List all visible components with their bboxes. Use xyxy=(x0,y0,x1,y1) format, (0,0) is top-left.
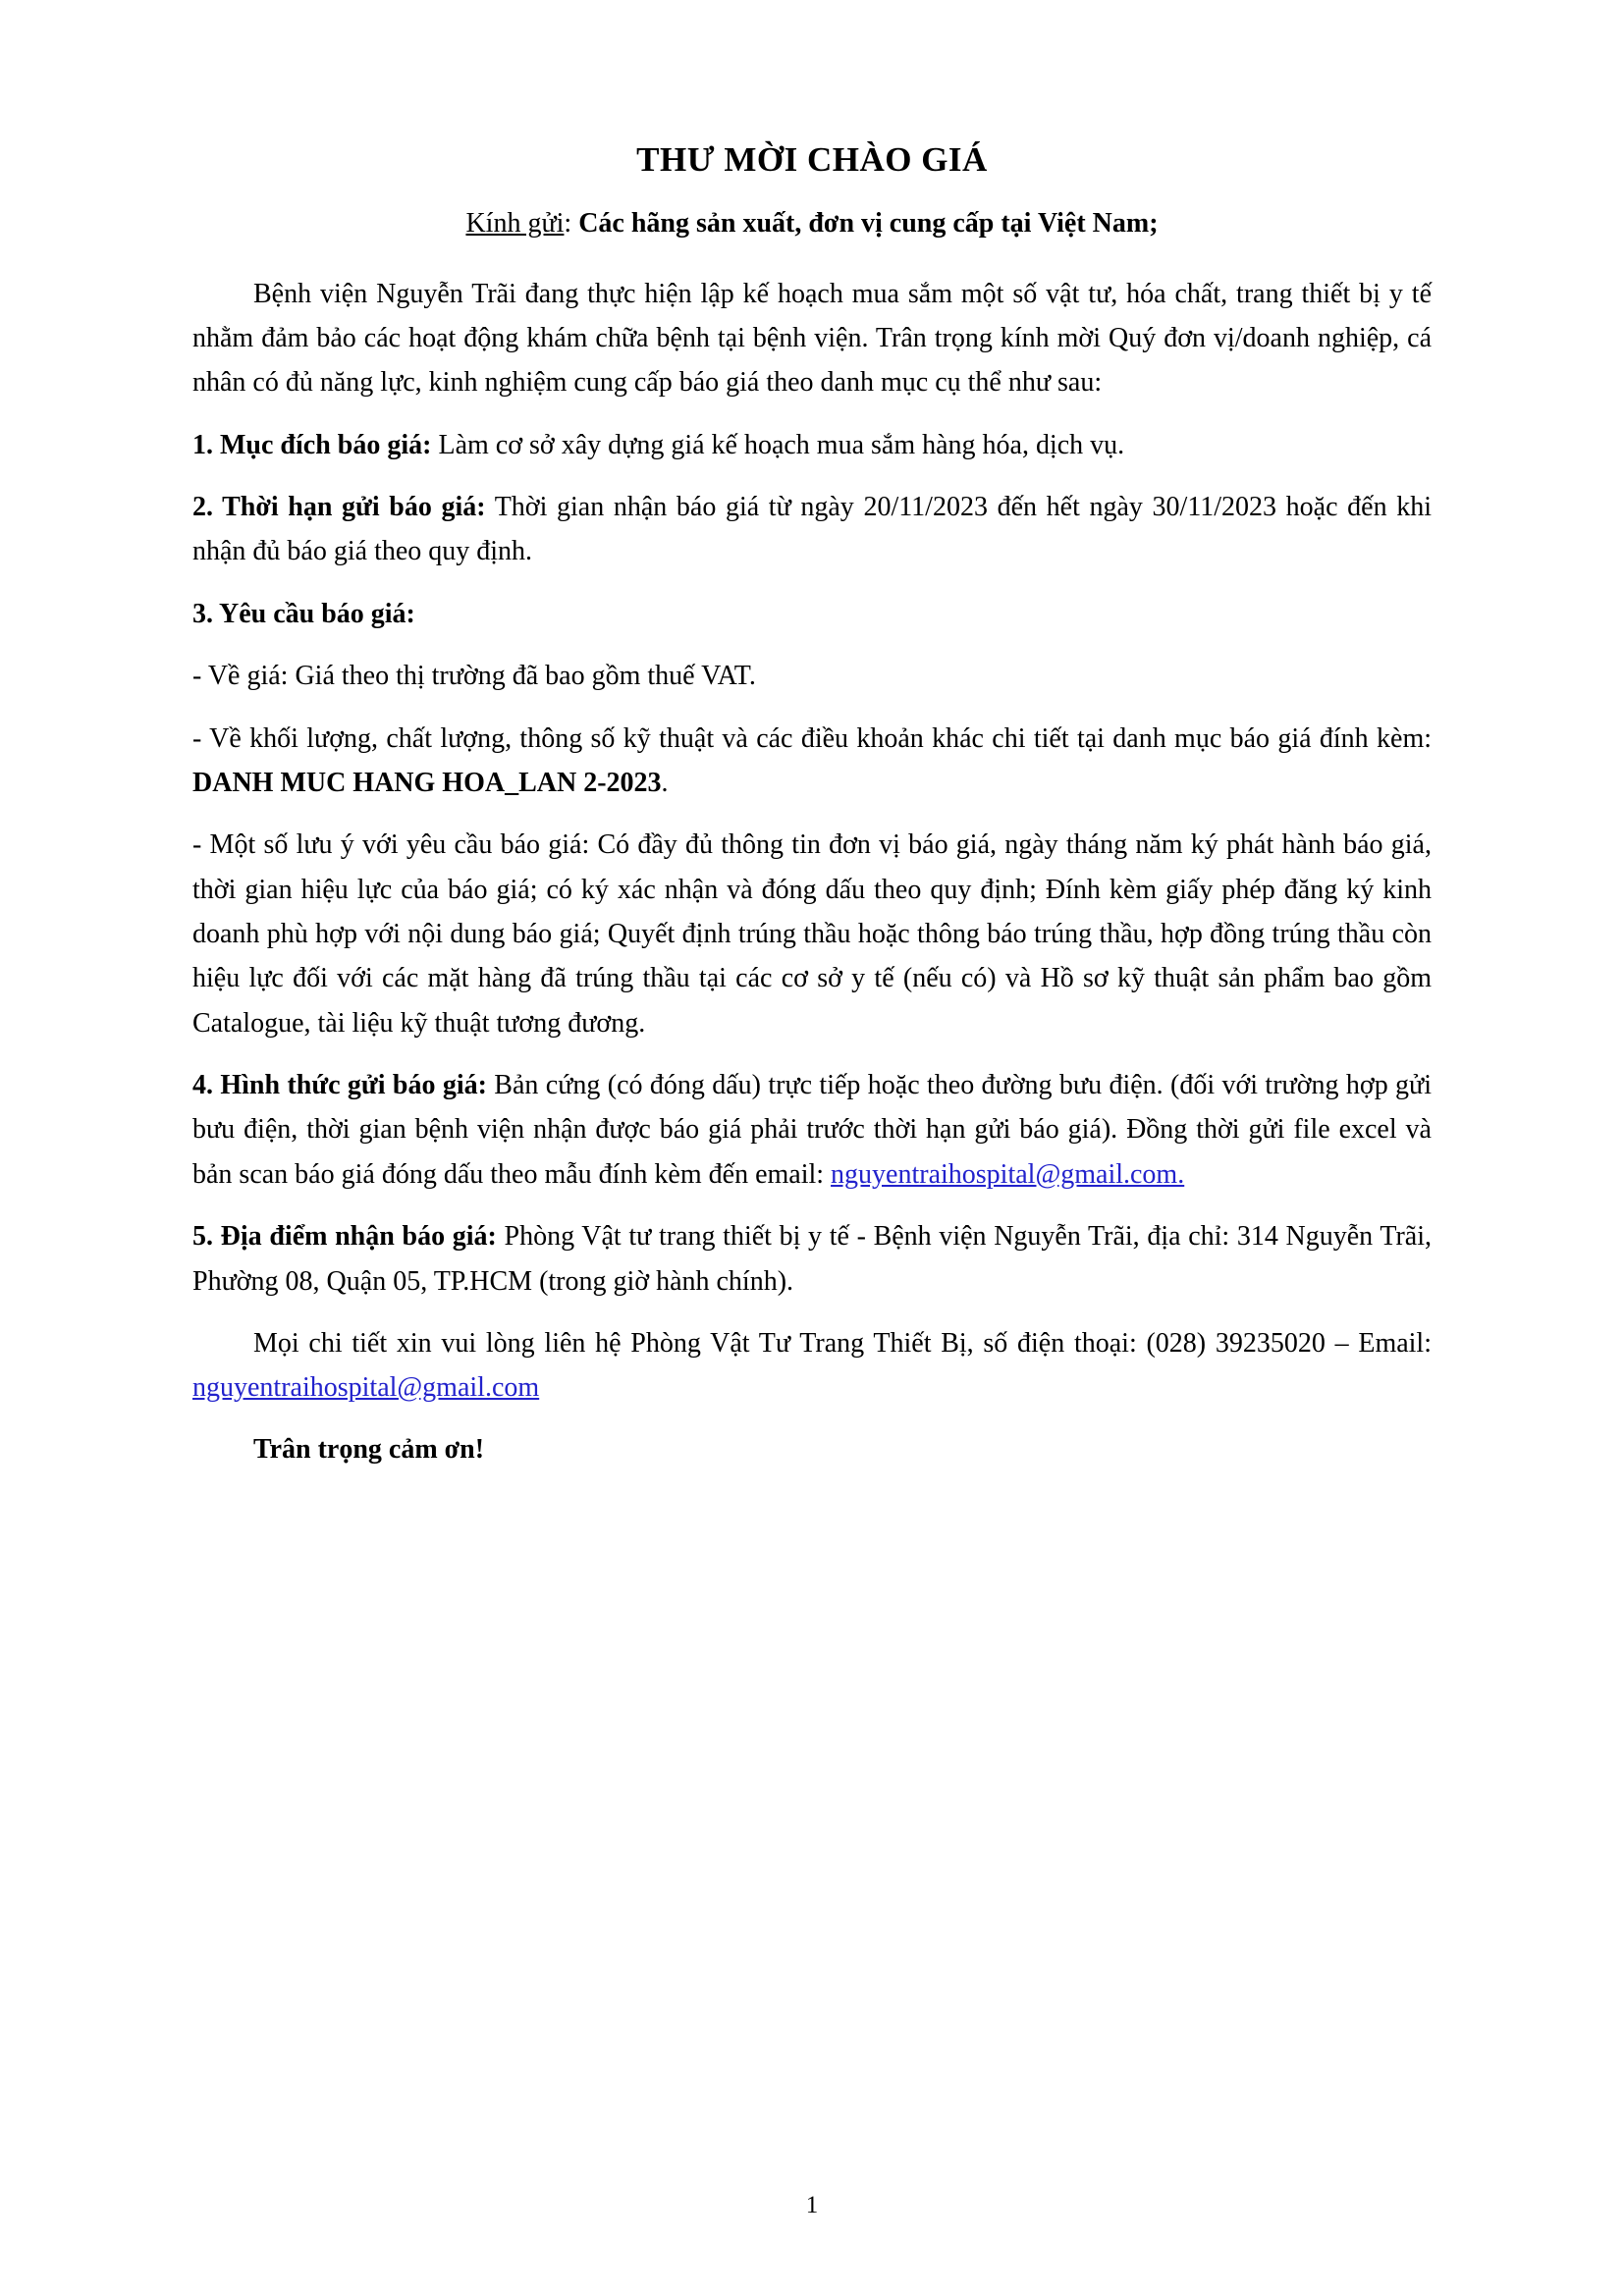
section-3 xyxy=(192,592,1432,636)
bullet-volume-prefix: - Về khối lượng, chất lượng, thông số kỹ thuật và các điều khoản khác chi tiết tại danh mục báo giá đính kèm: xyxy=(192,722,1432,754)
recipient-separator: : xyxy=(564,207,579,239)
section-5-heading: Địa điểm nhận báo giá: xyxy=(220,1221,497,1253)
section-5 xyxy=(192,1214,1432,1304)
section-4-text: Bản cứng (có đóng dấu) trực tiếp hoặc theo đường bưu điện. (đối với trường hợp gửi bưu điện, thời gian bệnh viện nhận được báo giá phải trước thời hạn gửi báo giá). Đồng thời gửi file excel và bản scan báo giá đóng dấu theo mẫu đính kèm đến email: xyxy=(192,1070,1433,1190)
bullet-notes: - Một số lưu ý với yêu cầu báo giá: Có đầy đủ thông tin đơn vị báo giá, ngày tháng năm ký phát hành báo giá, thời gian hiệu lực của báo giá; có ký xác nhận và đóng dấu theo quy định; Đính kèm giấy phép đăng ký kinh doanh phù hợp với nội dung báo giá; Quyết định trúng thầu hoặc thông báo trúng thầu, hợp đồng trúng thầu còn hiệu lực đối với các mặt hàng đã trúng thầu tại các cơ sở y tế (nếu có) và Hồ sơ kỹ thuật sản phẩm bao gồm Catalogue, tài liệu kỹ thuật tương đương. xyxy=(192,829,1432,1039)
section-5-text: Phòng Vật tư trang thiết bị y tế - Bệnh viện Nguyễn Trãi, địa chỉ: 314 Nguyễn Trãi, Phường 08, Quận 05, TP.HCM (trong giờ hành chính). xyxy=(192,1221,1432,1297)
recipient-line xyxy=(192,204,1432,242)
section-2-number: 2. xyxy=(192,492,223,523)
recipient-value: Các hãng sản xuất, đơn vị cung cấp tại Việt Nam; xyxy=(578,207,1159,239)
closing-text: Trân trọng cảm ơn! xyxy=(253,1433,485,1465)
section-1 xyxy=(192,423,1432,467)
section-1-heading: Mục đích báo giá: xyxy=(220,429,432,460)
section-1-text: Làm cơ sở xây dựng giá kế hoạch mua sắm hàng hóa, dịch vụ. xyxy=(431,429,1125,460)
section-2-text: Thời gian nhận báo giá từ ngày 20/11/2023 đến hết ngày 30/11/2023 hoặc đến khi nhận đủ báo giá theo quy định. xyxy=(192,492,1433,567)
bullet-volume xyxy=(192,717,1432,806)
section-4 xyxy=(192,1063,1432,1197)
bullet-volume-suffix: . xyxy=(661,767,669,798)
email-link-section4[interactable]: nguyentraihospital@gmail.com. xyxy=(831,1158,1185,1190)
section-4-number: 4. xyxy=(192,1070,221,1101)
email-link-contact[interactable]: nguyentraihospital@gmail.com xyxy=(192,1372,540,1404)
section-2-heading: Thời hạn gửi báo giá: xyxy=(222,492,486,523)
section-5-number: 5. xyxy=(192,1221,221,1253)
attachment-name: DANH MUC HANG HOA_LAN 2-2023 xyxy=(192,767,662,798)
recipient-label: Kính gửi xyxy=(465,207,565,239)
section-3-heading: Yêu cầu báo giá: xyxy=(218,598,415,629)
intro-paragraph: Bệnh viện Nguyễn Trãi đang thực hiện lập kế hoạch mua sắm một số vật tư, hóa chất, trang thiết bị y tế nhằm đảm bảo các hoạt động khám chữa bệnh tại bệnh viện. Trân trọng kính mời Quý đơn vị/doanh nghiệp, cá nhân có đủ năng lực, kinh nghiệm cung cấp báo giá theo danh mục cụ thể như sau: xyxy=(192,278,1432,399)
page-title: THƯ MỜI CHÀO GIÁ xyxy=(636,140,988,179)
section-4-heading: Hình thức gửi báo giá: xyxy=(220,1070,487,1101)
section-2 xyxy=(192,485,1432,574)
section-1-number: 1. xyxy=(192,429,220,460)
page-number: 1 xyxy=(805,2192,819,2218)
section-3-number: 3. xyxy=(192,598,219,629)
contact-text: Mọi chi tiết xin vui lòng liên hệ Phòng Vật Tư Trang Thiết Bị, số điện thoại: (028) 39235020 – Email: xyxy=(253,1327,1432,1359)
bullet-price: - Về giá: Giá theo thị trường đã bao gồm thuế VAT. xyxy=(192,661,756,692)
contact-paragraph xyxy=(192,1321,1432,1411)
